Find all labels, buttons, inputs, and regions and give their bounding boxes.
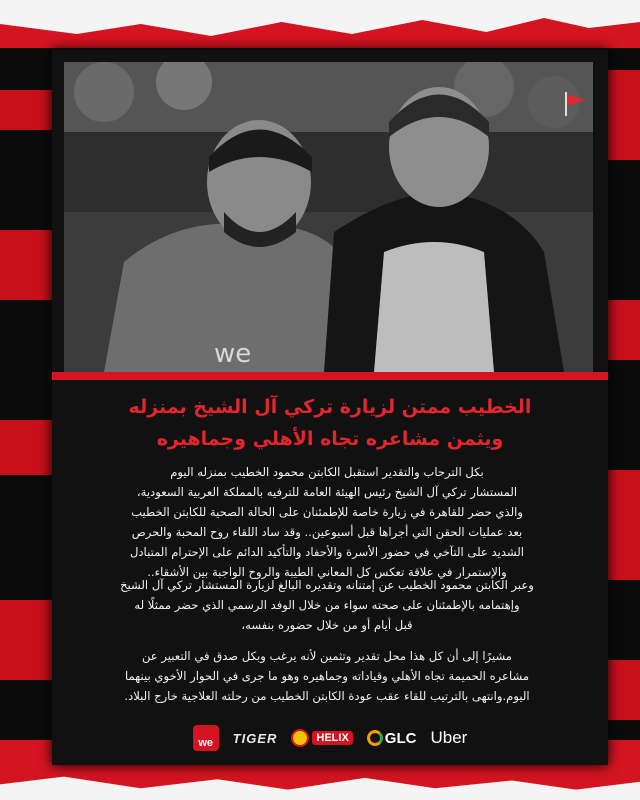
content-card — [52, 50, 608, 765]
paragraph-line: وإهتمامه بالإطمئنان على صحته سواء من خلال الوفد الرسمي الذي حضر ممثلًا له — [134, 598, 520, 612]
photo-two-men — [64, 62, 593, 372]
glc-ring-icon — [367, 730, 383, 746]
photo-illustration — [64, 62, 593, 372]
glc-label: GLC — [384, 729, 417, 747]
paragraph-1 — [72, 462, 582, 582]
headline-line-2: ويثمن مشاعره تجاه الأهلي وجماهيره — [156, 428, 504, 450]
tiger-logo: TIGER — [232, 730, 278, 746]
paragraph-line: مشيرًا إلى أن كل هذا محل تقدير وتثمين لأنه يرغب وبكل صدق في التعبير عن — [141, 649, 512, 663]
bg-stripe — [608, 470, 640, 580]
glc-logo — [367, 730, 417, 747]
red-flag-icon — [563, 90, 587, 118]
shell-helix-logo — [291, 729, 352, 747]
paragraph-line: بكل الترحاب والتقدير استقبل الكابتن محمود الخطيب بمنزله اليوم — [170, 465, 484, 479]
bg-stripe — [0, 230, 52, 300]
paragraph-line: الشديد على التآخي في حضور الأسرة والأحفاد والتأكيد الدائم على الإحترام المتبادل — [129, 545, 525, 559]
headline-line-1: الخطيب ممتن لزيارة تركي آل الشيخ بمنزله — [128, 396, 532, 418]
shirt-logo: we — [214, 339, 252, 369]
uber-logo: Uber — [430, 728, 468, 747]
helix-label: HELIX — [312, 731, 352, 745]
paragraph-2 — [72, 575, 582, 635]
sponsor-bar — [52, 718, 608, 758]
bg-stripe — [0, 90, 52, 130]
bg-stripe — [608, 70, 640, 160]
we-logo: we — [193, 725, 219, 751]
paragraph-line: قبل أيام أو من خلال حضوره بنفسه، — [241, 618, 413, 632]
paragraph-line: والإستمرار في علاقة تعكس كل المعاني الطيبة والروح الواجبة بين الأشقاء.. — [147, 565, 507, 579]
paragraph-3 — [72, 646, 582, 706]
paragraph-line: بعد عمليات الحقن التي أجراها قبل أسبوعين.. وقد ساد اللقاء روح المحبة والحرص — [131, 525, 523, 539]
paragraph-line: اليوم.وانتهى بالترتيب للقاء عقب عودة الكابتن الخطيب من رحلته العلاجية خارج البلاد. — [124, 689, 530, 703]
paragraph-line: وعبر الكابتن محمود الخطيب عن إمتنانه وتقديره البالغ لزيارة المستشار تركي آل الشيخ — [120, 578, 534, 592]
bg-stripe — [0, 420, 52, 475]
paragraph-line: والذي حضر للقاهرة في زيارة خاصة للإطمئنان على الحالة الصحية للكابتن الخطيب — [131, 505, 523, 519]
bg-stripe — [0, 600, 52, 680]
bg-stripe — [608, 300, 640, 360]
paragraph-line: المستشار تركي آل الشيخ رئيس الهيئة العامة للترفيه بالمملكة العربية السعودية، — [136, 485, 518, 499]
paragraph-line: مشاعره الحميمة تجاه الأهلي وقياداته وجماهيره وهو ما جرى في الحوار الأخوي بينهما — [124, 669, 530, 683]
shell-icon — [291, 729, 309, 747]
photo-divider — [52, 372, 608, 380]
bg-stripe — [608, 660, 640, 720]
